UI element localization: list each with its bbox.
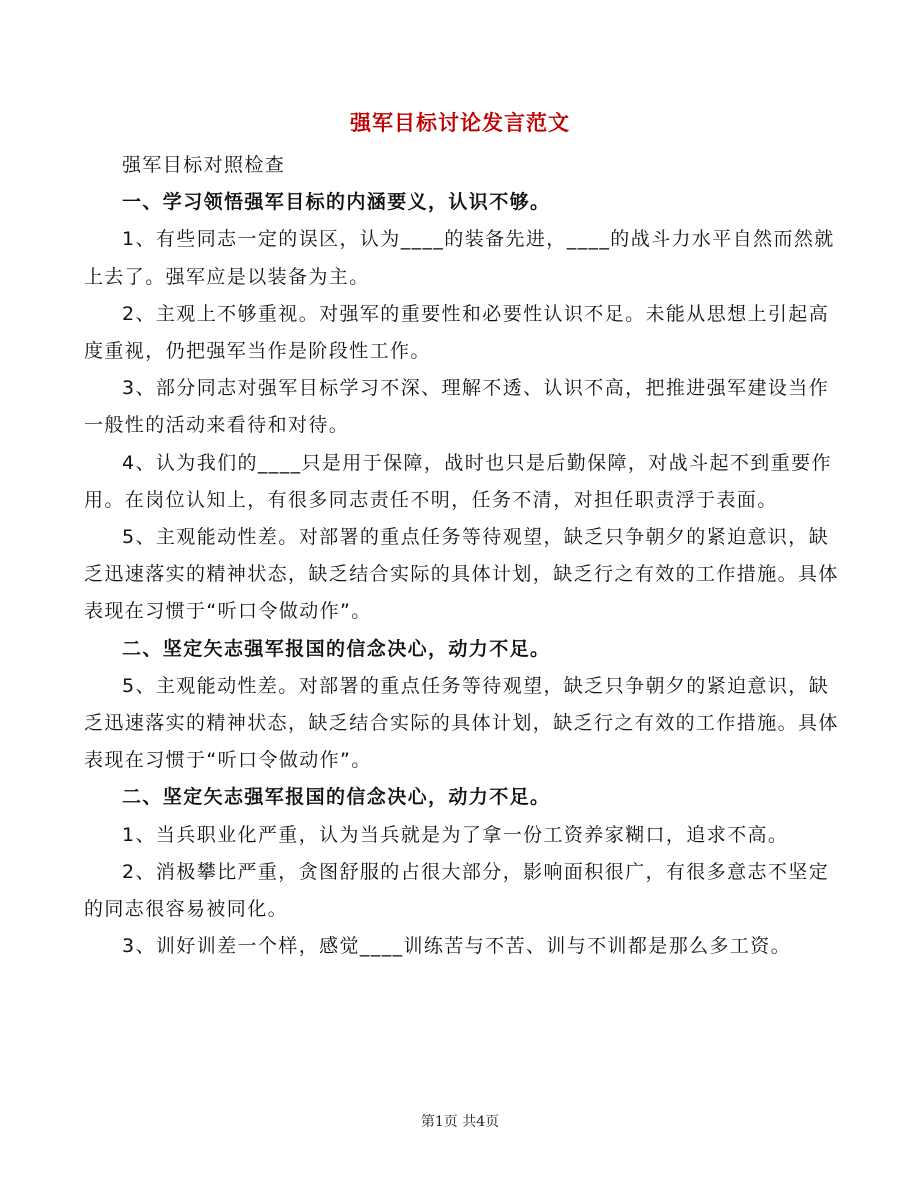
section-heading: 二、坚定矢志强军报国的信念决心，动力不足。	[122, 786, 551, 809]
paragraph: 2、主观上不够重视。对强军的重要性和必要性认识不足。未能从思想上引起高度重视，仍把强军当作是阶段性工作。	[84, 302, 830, 363]
paragraph: 2、消极攀比严重，贪图舒服的占很大部分，影响面积很广，有很多意志不坚定的同志很容易被同化。	[84, 860, 830, 921]
paragraph: 强军目标对照检查	[122, 154, 286, 176]
paragraph: 1、有些同志一定的误区，认为____的装备先进，____的战斗力水平自然而然就上去了。强军应是以装备为主。	[84, 228, 835, 288]
paragraph: 5、主观能动性差。对部署的重点任务等待观望，缺乏只争朝夕的紧迫意识，缺乏迅速落实的精神状态，缺乏结合实际的具体计划，缺乏行之有效的工作措施。具体表现在习惯于“听口令做动作”。	[84, 674, 839, 772]
paragraph: 4、认为我们的____只是用于保障，战时也只是后勤保障，对战斗起不到重要作用。在岗位认知上，有很多同志责任不明，任务不清，对担任职责浮于表面。	[84, 451, 832, 511]
paragraph: 3、训好训差一个样，感觉____训练苦与不苦、训与不训都是那么多工资。	[122, 935, 792, 958]
paragraph: 1、当兵职业化严重，认为当兵就是为了拿一份工资养家糊口，追求不高。	[122, 823, 789, 846]
paragraph: 5、主观能动性差。对部署的重点任务等待观望，缺乏只争朝夕的紧迫意识，缺乏迅速落实的精神状态，缺乏结合实际的具体计划，缺乏行之有效的工作措施。具体表现在习惯于“听口令做动作”。	[84, 526, 839, 623]
document-body	[84, 147, 840, 965]
section-heading: 一、学习领悟强军目标的内涵要义，认识不够。	[122, 191, 551, 214]
document-title: 强军目标讨论发言范文	[350, 110, 570, 135]
page-number-footer: 第1页 共4页	[420, 1114, 500, 1130]
paragraph: 3、部分同志对强军目标学习不深、理解不透、认识不高，把推进强军建设当作一般性的活动来看待和对待。	[84, 377, 830, 437]
section-heading: 二、坚定矢志强军报国的信念决心，动力不足。	[122, 637, 551, 660]
